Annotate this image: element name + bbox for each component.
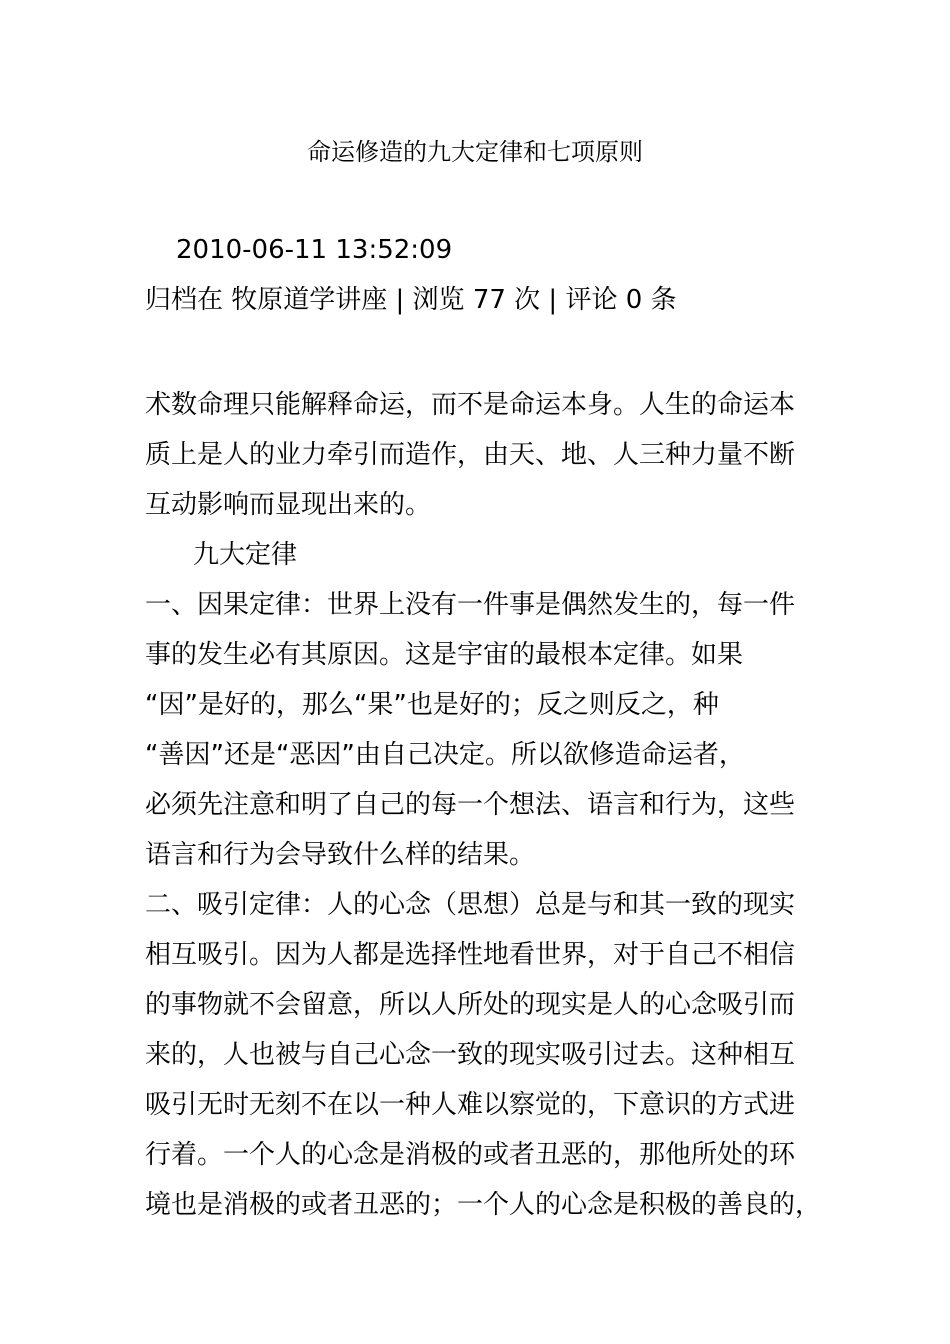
article-body bbox=[145, 380, 822, 1230]
body-line: 境也是消极的或者丑恶的；一个人的心念是积极的善良的， bbox=[145, 1190, 822, 1220]
body-line: 术数命理只能解释命运，而不是命运本身。人生的命运本 bbox=[145, 390, 796, 420]
body-line: 一、因果定律：世界上没有一件事是偶然发生的，每一件 bbox=[145, 590, 796, 620]
body-line: 互动影响而显现出来的。 bbox=[145, 490, 432, 520]
body-line: 事的发生必有其原因。这是宇宙的最根本定律。如果 bbox=[145, 640, 744, 670]
body-line: 的事物就不会留意，所以人所处的现实是人的心念吸引而 bbox=[145, 990, 796, 1020]
body-line: 相互吸引。因为人都是选择性地看世界，对于自己不相信 bbox=[145, 940, 796, 970]
body-line: 行着。一个人的心念是消极的或者丑恶的，那他所处的环 bbox=[145, 1140, 796, 1170]
body-line: 语言和行为会导致什么样的结果。 bbox=[145, 840, 536, 870]
post-date: 2010-06-11 13:52:09 bbox=[176, 235, 453, 265]
body-line: 吸引无时无刻不在以一种人难以察觉的，下意识的方式进 bbox=[145, 1090, 796, 1120]
post-meta: 归档在 牧原道学讲座 | 浏览 77 次 | 评论 0 条 bbox=[145, 285, 677, 315]
body-line: 二、吸引定律：人的心念（思想）总是与和其一致的现实 bbox=[145, 890, 796, 920]
body-line: 来的，人也被与自己心念一致的现实吸引过去。这种相互 bbox=[145, 1040, 796, 1070]
section-heading: 九大定律 bbox=[193, 540, 298, 570]
body-line: 必须先注意和明了自己的每一个想法、语言和行为，这些 bbox=[145, 790, 796, 820]
body-line: “因”是好的，那么“果”也是好的；反之则反之，种 bbox=[145, 690, 719, 720]
document-title: 命运修造的九大定律和七项原则 bbox=[307, 138, 643, 166]
body-line: 质上是人的业力牵引而造作，由天、地、人三种力量不断 bbox=[145, 440, 796, 470]
body-line: “善因”还是“恶因”由自己决定。所以欲修造命运者， bbox=[145, 740, 745, 770]
